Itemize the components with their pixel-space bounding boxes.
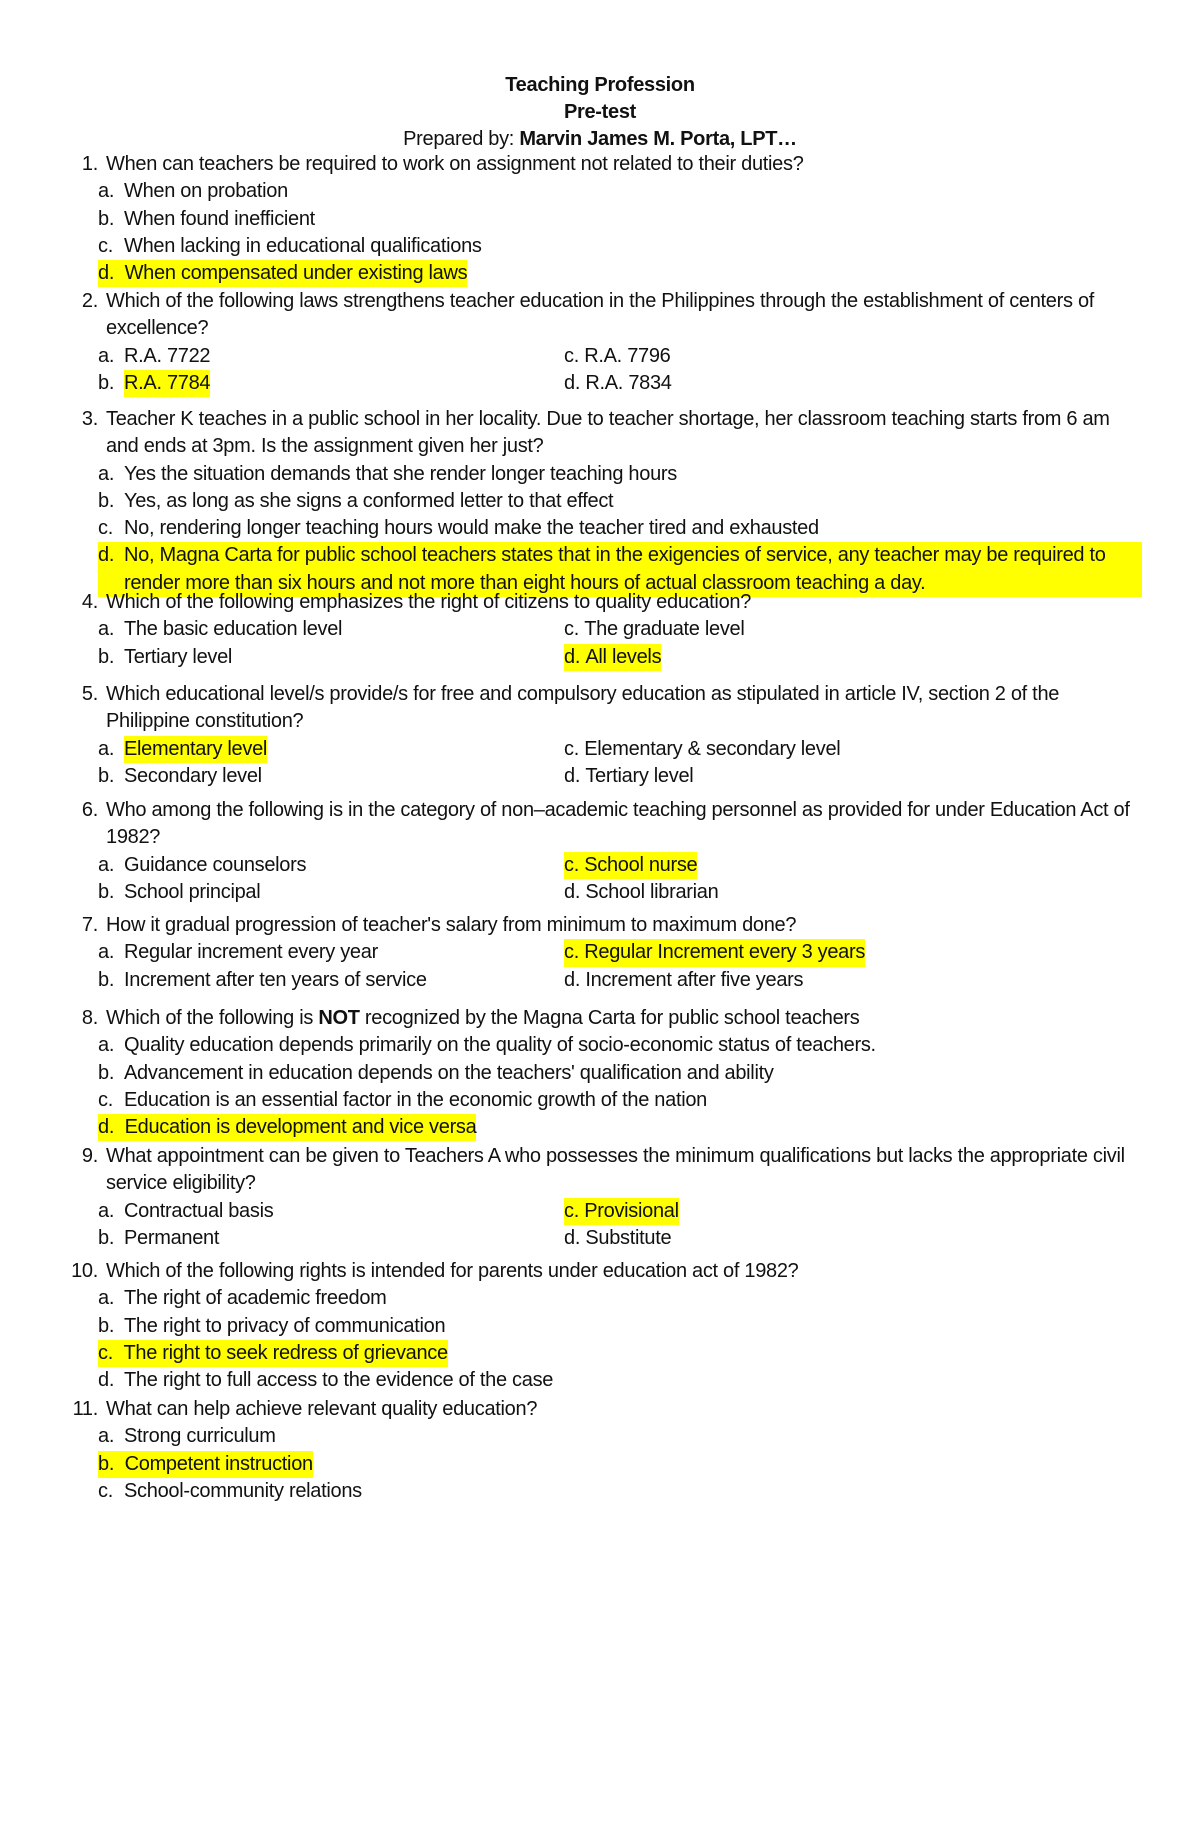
option-a: a. The basic education level (98, 618, 343, 641)
question-stem: How it gradual progression of teacher's salary from minimum to maximum done? (106, 914, 797, 936)
option-a: a. When on probation (98, 180, 288, 203)
option-c: c. Education is an essential factor in the economic growth of the nation (98, 1088, 707, 1111)
question-3 (62, 406, 1142, 597)
question-6 (62, 797, 1142, 906)
option-a: a. The right of academic freedom (98, 1287, 387, 1310)
option-b: b. Tertiary level (98, 645, 233, 668)
option-c-answer: c. Regular Increment every 3 years (564, 939, 1124, 966)
question-number: 5. (81, 683, 98, 705)
question-stem: Which of the following rights is intended for parents under education act of 1982? (106, 1260, 799, 1282)
option-b: b. School principal (98, 880, 261, 903)
option-d: d. Increment after five years (564, 968, 804, 991)
question-number: 2. (81, 290, 98, 312)
option-b: b. Permanent (98, 1226, 220, 1249)
question-stem: Who among the following is in the category of non–academic teaching personnel as provided for under Education Act of 1982? (106, 799, 1130, 849)
question-stem: Which of the following is NOT recognized by the Magna Carta for public school teachers (106, 1007, 860, 1029)
question-4 (62, 589, 1142, 671)
question-2 (62, 288, 1142, 397)
question-number: 8. (81, 1007, 98, 1029)
option-a: a. Strong curriculum (98, 1425, 276, 1448)
option-c: c. R.A. 7796 (564, 344, 671, 367)
question-1 (62, 151, 1142, 287)
emphasis-not: NOT (318, 1007, 360, 1029)
prepared-by-label: Prepared by: (403, 128, 520, 150)
option-b: b. The right to privacy of communication (98, 1314, 446, 1337)
option-d: d. The right to full access to the evidence of the case (98, 1369, 554, 1392)
document-subtitle: Pre-test (563, 101, 637, 123)
document-title: Teaching Profession (505, 74, 695, 96)
question-stem: Teacher K teaches in a public school in her locality. Due to teacher shortage, her classroom teaching starts from 6 am and ends at 3pm. Is the assignment given her just? (106, 408, 1110, 458)
option-d: d. School librarian (564, 880, 719, 903)
document-header (0, 72, 1200, 153)
option-d-answer: d. All levels (564, 644, 1124, 671)
question-stem: What can help achieve relevant quality education? (106, 1398, 538, 1420)
option-b-answer: b. R.A. 7784 (98, 370, 564, 397)
question-5 (62, 681, 1142, 790)
author-name: Marvin James M. Porta, LPT… (519, 128, 797, 150)
option-a: a. R.A. 7722 (98, 344, 211, 367)
option-b-answer: b. Competent instruction (98, 1451, 1142, 1478)
question-number: 1. (81, 153, 98, 175)
question-stem: Which educational level/s provide/s for free and compulsory education as stipulated in article IV, section 2 of the Philippine constitution? (106, 683, 1060, 733)
option-a: a. Regular increment every year (98, 941, 378, 964)
option-c: c. No, rendering longer teaching hours would make the teacher tired and exhausted (98, 517, 819, 540)
option-c-answer: c. The right to seek redress of grievance (98, 1340, 1142, 1367)
question-8 (62, 1005, 1142, 1141)
option-b: b. Secondary level (98, 764, 262, 787)
question-7 (62, 912, 1142, 994)
option-c-answer: c. Provisional (564, 1198, 1124, 1225)
option-b: b. When found inefficient (98, 207, 315, 230)
option-a: a. Guidance counselors (98, 853, 307, 876)
question-number: 10. (71, 1260, 98, 1282)
question-11 (62, 1396, 1142, 1505)
question-10 (62, 1258, 1142, 1394)
option-d: d. Substitute (564, 1226, 672, 1249)
option-d-answer: d. When compensated under existing laws (98, 260, 1142, 287)
option-b: b. Advancement in education depends on the teachers' qualification and ability (98, 1061, 774, 1084)
option-c: c. Elementary & secondary level (564, 737, 841, 760)
option-a: a. Yes the situation demands that she render longer teaching hours (98, 462, 677, 485)
question-stem: Which of the following emphasizes the right of citizens to quality education? (106, 591, 752, 613)
option-d: d. R.A. 7834 (564, 371, 672, 394)
option-b: b. Yes, as long as she signs a conformed letter to that effect (98, 489, 614, 512)
question-number: 7. (81, 914, 98, 936)
prepared-by-line (0, 126, 1200, 153)
question-9 (62, 1143, 1142, 1252)
question-number: 9. (81, 1145, 98, 1167)
option-d: d. Tertiary level (564, 764, 694, 787)
question-number: 6. (81, 799, 98, 821)
option-d-answer: d. Education is development and vice versa (98, 1114, 1142, 1141)
option-c: c. When lacking in educational qualifications (98, 234, 482, 257)
question-stem: What appointment can be given to Teachers A who possesses the minimum qualifications but lacks the appropriate civil service eligibility? (106, 1145, 1125, 1195)
question-number: 4. (81, 591, 98, 613)
option-c: c. The graduate level (564, 618, 745, 641)
option-c: c. School-community relations (98, 1479, 362, 1502)
option-d-answer: d. No, Magna Carta for public school teachers states that in the exigencies of service, any teacher may be required to render more than six hours and not more than eight hours of actual classroom teaching a day. (98, 542, 1142, 597)
question-number: 3. (81, 408, 98, 430)
option-c-answer: c. School nurse (564, 852, 1124, 879)
option-b: b. Increment after ten years of service (98, 968, 427, 991)
option-a-answer: a. Elementary level (98, 736, 564, 763)
question-number: 11. (72, 1398, 98, 1420)
question-stem: Which of the following laws strengthens teacher education in the Philippines through the establishment of centers of excellence? (106, 290, 1095, 340)
option-a: a. Contractual basis (98, 1199, 274, 1222)
option-a: a. Quality education depends primarily on the quality of socio-economic status of teachers. (98, 1034, 876, 1057)
question-stem: When can teachers be required to work on assignment not related to their duties? (106, 153, 804, 175)
